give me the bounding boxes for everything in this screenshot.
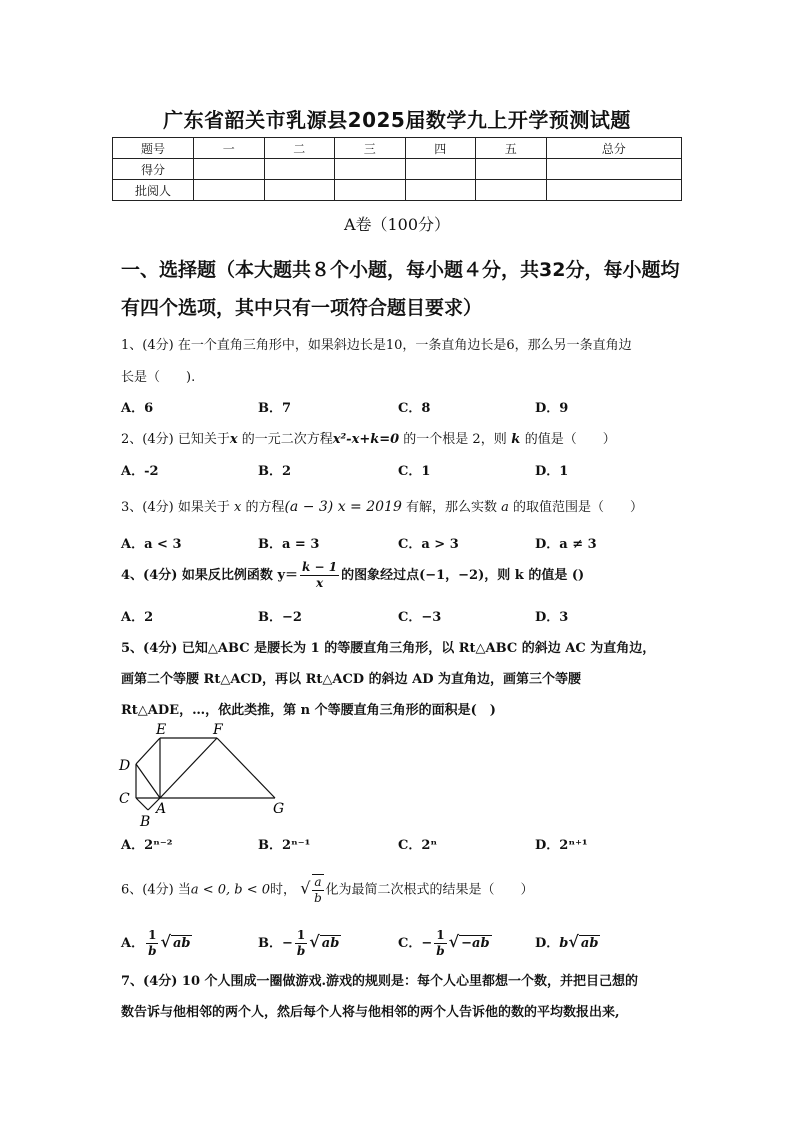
q3-prefix: 3、(4分) 如果关于 bbox=[121, 500, 230, 515]
q4-fraction bbox=[300, 560, 339, 591]
q6-option-a bbox=[121, 928, 192, 959]
q4-numerator: k − 1 bbox=[302, 560, 338, 574]
label-a: A bbox=[156, 801, 167, 817]
q2-suffix: 的值是（ ） bbox=[524, 432, 616, 447]
score-table-row bbox=[113, 180, 682, 201]
score-table-header-row bbox=[113, 138, 682, 159]
q2-option-c: C．1 bbox=[398, 464, 431, 479]
q6-option-b-num: 1 bbox=[296, 928, 306, 942]
score-cell bbox=[546, 159, 682, 180]
score-header-cell: 二 bbox=[264, 138, 335, 159]
score-cell bbox=[476, 159, 547, 180]
q4-denominator: x bbox=[315, 576, 324, 590]
question-7-line1: 7、(4分) 10 个人围成一圈做游戏.游戏的规则是：每个人心里都想一个数，并把目己想的 bbox=[121, 974, 639, 989]
q3-equation: (a − 3) x = 2019 bbox=[284, 499, 402, 515]
q4-option-b: B．−2 bbox=[258, 610, 302, 625]
q4-option-d: D．3 bbox=[535, 610, 569, 625]
q6-option-d-coef: b bbox=[559, 936, 569, 951]
q6-prefix: 6、(4分) 当 bbox=[121, 882, 191, 898]
score-cell bbox=[264, 159, 335, 180]
score-cell bbox=[476, 180, 547, 201]
q2-var-k: k bbox=[506, 432, 525, 447]
score-row-label: 得分 bbox=[113, 159, 194, 180]
q3-mid2: 有解，那么实数 bbox=[401, 500, 498, 515]
question-5-line3: Rt△ADE，…，依此类推，第 n 个等腰直角三角形的面积是( ) bbox=[121, 703, 496, 718]
q5-option-b: B．2ⁿ⁻¹ bbox=[258, 838, 311, 853]
q6-mid: 时， bbox=[270, 882, 297, 898]
q6-suffix: 化为最简二次根式的结果是（ ） bbox=[325, 882, 534, 898]
score-cell bbox=[546, 180, 682, 201]
q6-denominator: b bbox=[314, 891, 322, 905]
paper-section-a: A卷（100分） bbox=[343, 215, 451, 234]
question-4 bbox=[121, 560, 584, 591]
score-cell bbox=[335, 180, 406, 201]
score-header-cell: 题号 bbox=[113, 138, 194, 159]
score-header-cell: 一 bbox=[194, 138, 265, 159]
q1-option-b: B．7 bbox=[258, 401, 292, 416]
q2-equation: x²-x+k=0 bbox=[332, 432, 400, 447]
segment-fg bbox=[217, 738, 275, 798]
q3-var-a: a bbox=[497, 500, 514, 515]
question-5-line1: 5、(4分) 已知△ABC 是腰长为 1 的等腰直角三角形，以 Rt△ABC 的斜边 AC 为直角边， bbox=[121, 641, 656, 656]
q2-mid2: 的一个根是 2，则 bbox=[399, 432, 507, 447]
section-heading-line1: 一、选择题（本大题共８个小题，每小题４分，共32分，每小题均 bbox=[121, 259, 680, 281]
q6-option-c-radicand: −ab bbox=[461, 936, 490, 951]
exam-title: 广东省韶关市乳源县2025届数学九上开学预测试题 bbox=[163, 108, 631, 132]
q3-option-a: A．a < 3 bbox=[121, 537, 182, 552]
score-table-row bbox=[113, 159, 682, 180]
sqrt-icon: √ bbox=[309, 932, 320, 951]
q3-option-d: D．a ≠ 3 bbox=[535, 537, 597, 552]
label-g: G bbox=[273, 801, 285, 817]
q6-option-d-radicand: ab bbox=[580, 936, 599, 951]
q6-option-d-label: D． bbox=[535, 936, 560, 951]
q6-option-a-fraction bbox=[146, 928, 158, 959]
sqrt-icon: √ bbox=[300, 878, 311, 898]
q5-triangle-figure bbox=[112, 718, 302, 830]
score-cell bbox=[264, 180, 335, 201]
q4-suffix: 的图象经过点(−1，−2)，则 k 的值是 () bbox=[341, 568, 585, 583]
score-cell bbox=[335, 159, 406, 180]
label-c: C bbox=[119, 791, 130, 807]
q6-option-a-num: 1 bbox=[148, 928, 157, 942]
sqrt-icon: √ bbox=[160, 932, 171, 951]
q6-option-d bbox=[535, 932, 600, 951]
q2-var-x: x bbox=[229, 432, 238, 447]
q2-prefix: 2、(4分) 已知关于 bbox=[121, 432, 230, 447]
score-header-cell: 四 bbox=[405, 138, 476, 159]
q6-option-b bbox=[258, 928, 341, 959]
section-heading-line2: 有四个选项，其中只有一项符合题目要求） bbox=[121, 297, 483, 319]
segment-da bbox=[136, 764, 160, 798]
q3-suffix: 的取值范围是（ ） bbox=[513, 500, 644, 515]
q1-option-a: A．6 bbox=[121, 401, 154, 416]
q6-option-c-den: b bbox=[436, 944, 445, 958]
label-e: E bbox=[156, 722, 167, 738]
q4-option-c: C．−3 bbox=[398, 610, 442, 625]
q6-numerator: a bbox=[314, 875, 322, 889]
q6-option-c-label: C．− bbox=[398, 936, 433, 951]
q6-option-a-label: A． bbox=[121, 936, 145, 951]
q6-radical-fraction bbox=[312, 874, 323, 906]
q6-option-a-radicand: ab bbox=[172, 936, 191, 951]
q3-option-c: C．a > 3 bbox=[398, 537, 459, 552]
q4-option-a: A．2 bbox=[121, 610, 154, 625]
score-header-cell: 总分 bbox=[546, 138, 682, 159]
q6-option-c-fraction bbox=[434, 928, 446, 959]
score-cell bbox=[194, 180, 265, 201]
q2-option-d: D．1 bbox=[535, 464, 569, 479]
q6-option-b-label: B．− bbox=[258, 936, 293, 951]
label-b: B bbox=[140, 814, 151, 830]
score-header-cell: 五 bbox=[476, 138, 547, 159]
q6-condition: a < 0, b < 0 bbox=[190, 882, 271, 898]
q3-mid: 的方程 bbox=[245, 500, 285, 515]
q6-option-c bbox=[398, 928, 492, 959]
sqrt-icon: √ bbox=[448, 932, 460, 951]
q6-option-c-num: 1 bbox=[436, 928, 445, 942]
label-f: F bbox=[213, 722, 223, 738]
score-table bbox=[112, 137, 682, 201]
segment-fa bbox=[160, 738, 217, 798]
q6-option-b-radicand: ab bbox=[321, 936, 340, 951]
segment-de bbox=[136, 738, 160, 764]
score-cell bbox=[194, 159, 265, 180]
question-1-line1: 1、(4分) 在一个直角三角形中，如果斜边长是10，一条直角边长是6，那么另一条直角边 bbox=[121, 338, 632, 353]
segment-cb bbox=[136, 798, 148, 810]
score-cell bbox=[405, 180, 476, 201]
score-header-cell: 三 bbox=[335, 138, 406, 159]
q6-option-b-fraction bbox=[295, 928, 307, 959]
q2-option-b: B．2 bbox=[258, 464, 292, 479]
q1-option-d: D．9 bbox=[535, 401, 569, 416]
q1-option-c: C．8 bbox=[398, 401, 431, 416]
question-2 bbox=[121, 428, 616, 447]
q3-option-b: B．a = 3 bbox=[258, 537, 320, 552]
score-cell bbox=[405, 159, 476, 180]
q5-option-d: D．2ⁿ⁺¹ bbox=[535, 838, 588, 853]
question-1-line2: 长是（ ). bbox=[121, 370, 196, 385]
question-6 bbox=[121, 874, 534, 906]
q6-option-b-den: b bbox=[296, 944, 306, 958]
q5-option-c: C．2ⁿ bbox=[398, 838, 438, 853]
q2-mid: 的一元二次方程 bbox=[237, 432, 333, 447]
score-row-label: 批阅人 bbox=[113, 180, 194, 201]
q2-option-a: A．-2 bbox=[121, 464, 159, 479]
question-7-line2: 数告诉与他相邻的两个人，然后每个人将与他相邻的两个人告诉他的数的平均数报出来, bbox=[121, 1005, 620, 1020]
q3-var-x: x bbox=[229, 500, 246, 515]
q6-option-a-den: b bbox=[148, 944, 157, 958]
sqrt-icon: √ bbox=[568, 932, 579, 951]
q4-prefix: 4、(4分) 如果反比例函数 y＝ bbox=[121, 568, 298, 583]
q5-option-a: A．2ⁿ⁻² bbox=[121, 838, 173, 853]
question-5-line2: 画第二个等腰 Rt△ACD，再以 Rt△ACD 的斜边 AD 为直角边，画第三个等腰 bbox=[121, 672, 582, 687]
label-d: D bbox=[119, 758, 131, 774]
question-3 bbox=[121, 496, 643, 515]
